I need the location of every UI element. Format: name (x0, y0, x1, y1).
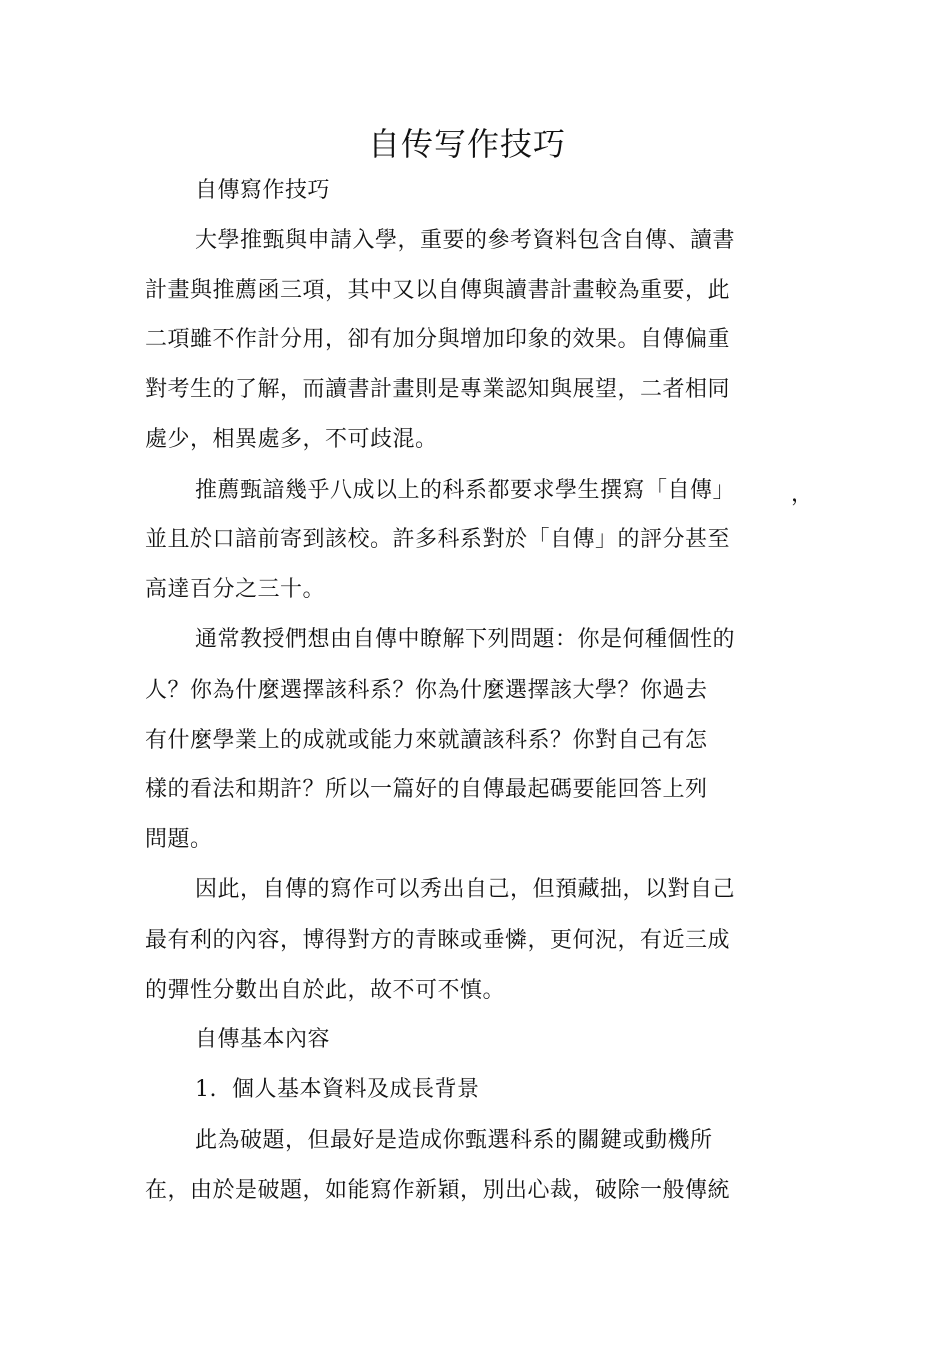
paragraph-line: 問題。 (145, 827, 213, 852)
paragraph-line: 此為破題，但最好是造成你甄選科系的關鍵或動機所 (195, 1128, 713, 1153)
list-item: 1. 個人基本資料及成長背景 (195, 1077, 480, 1102)
stray-comma: ， (791, 482, 814, 507)
paragraph-line: 並且於口諳前寄到該校。許多科系對於「自傳」的評分甚至 (145, 527, 731, 552)
paragraph-line: 在，由於是破題，如能寫作新穎，別出心裁，破除一般傳統 (145, 1178, 731, 1203)
paragraph-line: 最有利的內容，博得對方的青睞或垂憐，更何況，有近三成 (145, 928, 731, 953)
paragraph-line: 高達百分之三十。 (145, 577, 326, 602)
paragraph-line: 人？你為什麼選擇該科系？你為什麼選擇該大學？你過去 (145, 678, 708, 703)
paragraph-line: 處少，相異處多，不可歧混。 (145, 427, 438, 452)
document-title: 自传写作技巧 (367, 125, 566, 163)
section-heading: 自傳基本內容 (195, 1027, 331, 1052)
paragraph-line: 大學推甄與申請入學，重要的參考資料包含自傳、讀書 (195, 228, 736, 253)
paragraph-line: 通常教授們想由自傳中瞭解下列問題：你是何種個性的 (195, 627, 736, 652)
paragraph-line: 二項雖不作計分用，卻有加分與增加印象的效果。自傳偏重 (145, 327, 731, 352)
paragraph-line: 推薦甄諳幾乎八成以上的科系都要求學生撰寫「自傳」 (195, 478, 736, 503)
paragraph-line: 計畫與推薦函三項，其中又以自傳與讀書計畫較為重要，此 (145, 278, 731, 303)
paragraph-line: 樣的看法和期許？所以一篇好的自傳最起碼要能回答上列 (145, 777, 708, 802)
paragraph-line: 因此，自傳的寫作可以秀出自己，但預藏拙，以對自己 (195, 877, 736, 902)
paragraph-line: 有什麼學業上的成就或能力來就讀該科系？你對自己有怎 (145, 728, 708, 753)
subtitle: 自傳寫作技巧 (195, 178, 331, 203)
paragraph-line: 的彈性分數出自於此，故不可不慎。 (145, 978, 506, 1003)
paragraph-line: 對考生的了解，而讀書計畫則是專業認知與展望，二者相同 (145, 377, 731, 402)
